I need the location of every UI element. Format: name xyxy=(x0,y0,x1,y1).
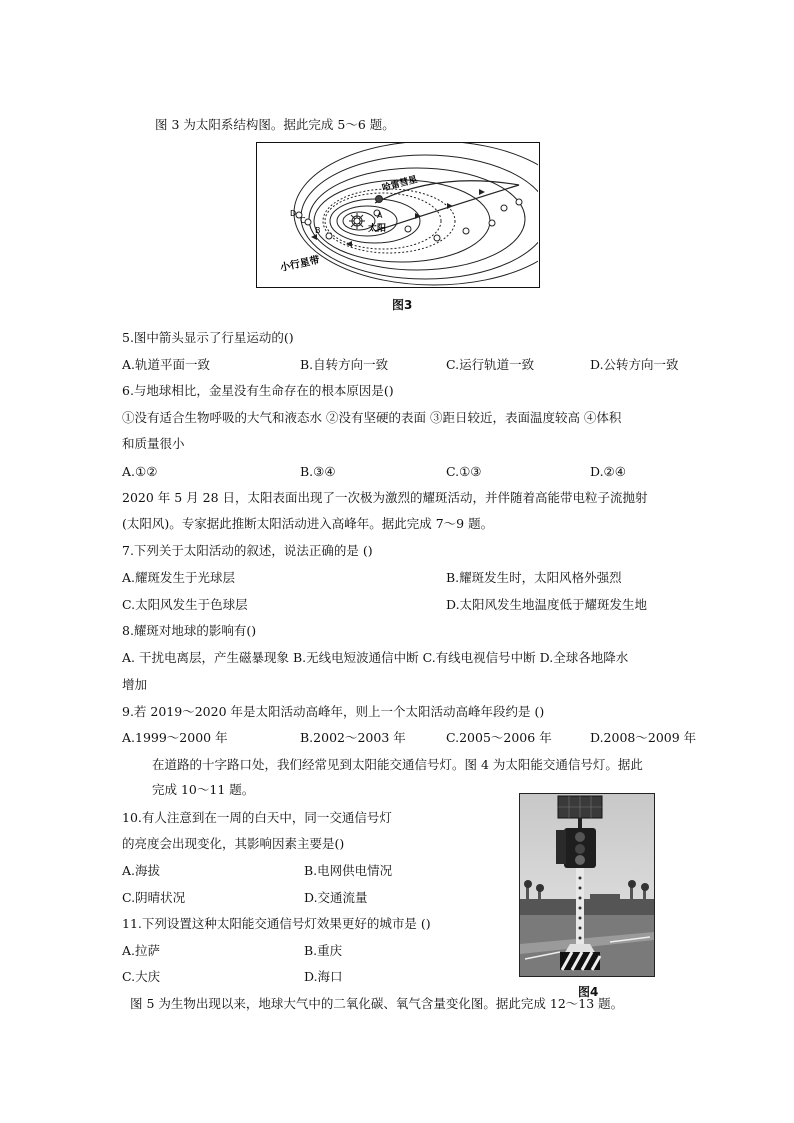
passage2-line2: (太阳风)。专家据此推断太阳活动进入高峰年。据此完成 7～9 题。 xyxy=(122,516,494,531)
q11-option-a: A.拉萨 xyxy=(122,943,161,958)
q8-stem: 8.耀斑对地球的影响有() xyxy=(122,623,257,638)
planet-b-label: B xyxy=(315,226,321,235)
q8-line1: A. 干扰电离层，产生磁暴现象 B.无线电短波通信中断 C.有线电视信号中断 D.全球各地降水 xyxy=(122,650,629,665)
q6-line1: ①没有适合生物呼吸的大气和液态水 ②没有坚硬的表面 ③距日较近，表面温度较高 ④体积 xyxy=(122,410,622,425)
q6-stem: 6.与地球相比，金星没有生命存在的根本原因是() xyxy=(122,383,394,398)
traffic-light-photo xyxy=(519,793,655,977)
passage2-line1: 2020 年 5 月 28 日，太阳表面出现了一次极为激烈的耀斑活动，并伴随着高能带电粒子流抛射 xyxy=(122,490,648,505)
q6-option-a: A.①② xyxy=(122,464,158,479)
q5-option-b: B.自转方向一致 xyxy=(300,357,389,372)
asteroid-belt-label: 小行星带 xyxy=(279,254,321,274)
q10-option-c: C.阴晴状况 xyxy=(122,890,186,905)
q11-option-d: D.海口 xyxy=(304,969,343,984)
planet-c-label: C xyxy=(300,216,306,225)
passage3-line1: 在道路的十字路口处，我们经常见到太阳能交通信号灯。图 4 为太阳能交通信号灯。据此 xyxy=(152,757,643,772)
planet-d-label: D xyxy=(290,209,297,218)
q7-option-b: B.耀斑发生时，太阳风格外强烈 xyxy=(446,570,622,585)
q7-stem: 7.下列关于太阳活动的叙述，说法正确的是 () xyxy=(122,543,373,558)
passage3-line2: 完成 10～11 题。 xyxy=(152,782,255,797)
q11-stem: 11.下列设置这种太阳能交通信号灯效果更好的城市是 () xyxy=(122,916,431,931)
q10-stem-line1: 10.有人注意到在一周的白天中，同一交通信号灯 xyxy=(122,810,392,825)
q5-stem: 5.图中箭头显示了行星运动的() xyxy=(122,330,294,345)
solar-system-diagram xyxy=(256,142,540,288)
q9-option-c: C.2005～2006 年 xyxy=(446,730,552,745)
q6-line2: 和质量很小 xyxy=(122,436,185,451)
planet-a-label: A xyxy=(377,211,383,220)
q9-option-b: B.2002～2003 年 xyxy=(300,730,406,745)
q10-option-b: B.电网供电情况 xyxy=(304,863,393,878)
q7-option-d: D.太阳风发生地温度低于耀斑发生地 xyxy=(446,597,648,612)
intro-fig5: 图 5 为生物出现以来，地球大气中的二氧化碳、氧气含量变化图。据此完成 12～13 题。 xyxy=(130,996,624,1011)
q9-option-a: A.1999～2000 年 xyxy=(122,730,228,745)
q6-option-d: D.②④ xyxy=(590,464,626,479)
q11-option-c: C.大庆 xyxy=(122,969,161,984)
fig3-caption: 图3 xyxy=(392,298,413,312)
q6-option-c: C.①③ xyxy=(446,464,482,479)
q10-option-d: D.交通流量 xyxy=(304,890,368,905)
q10-stem-line2: 的亮度会出现变化，其影响因素主要是() xyxy=(122,836,345,851)
q11-option-b: B.重庆 xyxy=(304,943,343,958)
q9-option-d: D.2008～2009 年 xyxy=(590,730,697,745)
q7-option-a: A.耀斑发生于光球层 xyxy=(122,570,236,585)
q5-option-a: A.轨道平面一致 xyxy=(122,357,211,372)
traffic-light-svg xyxy=(520,794,654,976)
q5-option-c: C.运行轨道一致 xyxy=(446,357,535,372)
intro-fig3: 图 3 为太阳系结构图。据此完成 5～6 题。 xyxy=(155,117,395,132)
q7-option-c: C.太阳风发生于色球层 xyxy=(122,597,248,612)
fig4-caption: 图4 xyxy=(578,985,599,999)
q9-stem: 9.若 2019～2020 年是太阳活动高峰年，则上一个太阳活动高峰年段约是 () xyxy=(122,704,545,719)
q6-option-b: B.③④ xyxy=(300,464,336,479)
q10-option-a: A.海拔 xyxy=(122,863,161,878)
solar-system-svg xyxy=(257,143,538,286)
q5-option-d: D.公转方向一致 xyxy=(590,357,679,372)
sun-label: 太阳 xyxy=(368,224,387,234)
q8-line2: 增加 xyxy=(122,677,148,692)
halley-label: 哈雷彗星 xyxy=(381,174,419,194)
